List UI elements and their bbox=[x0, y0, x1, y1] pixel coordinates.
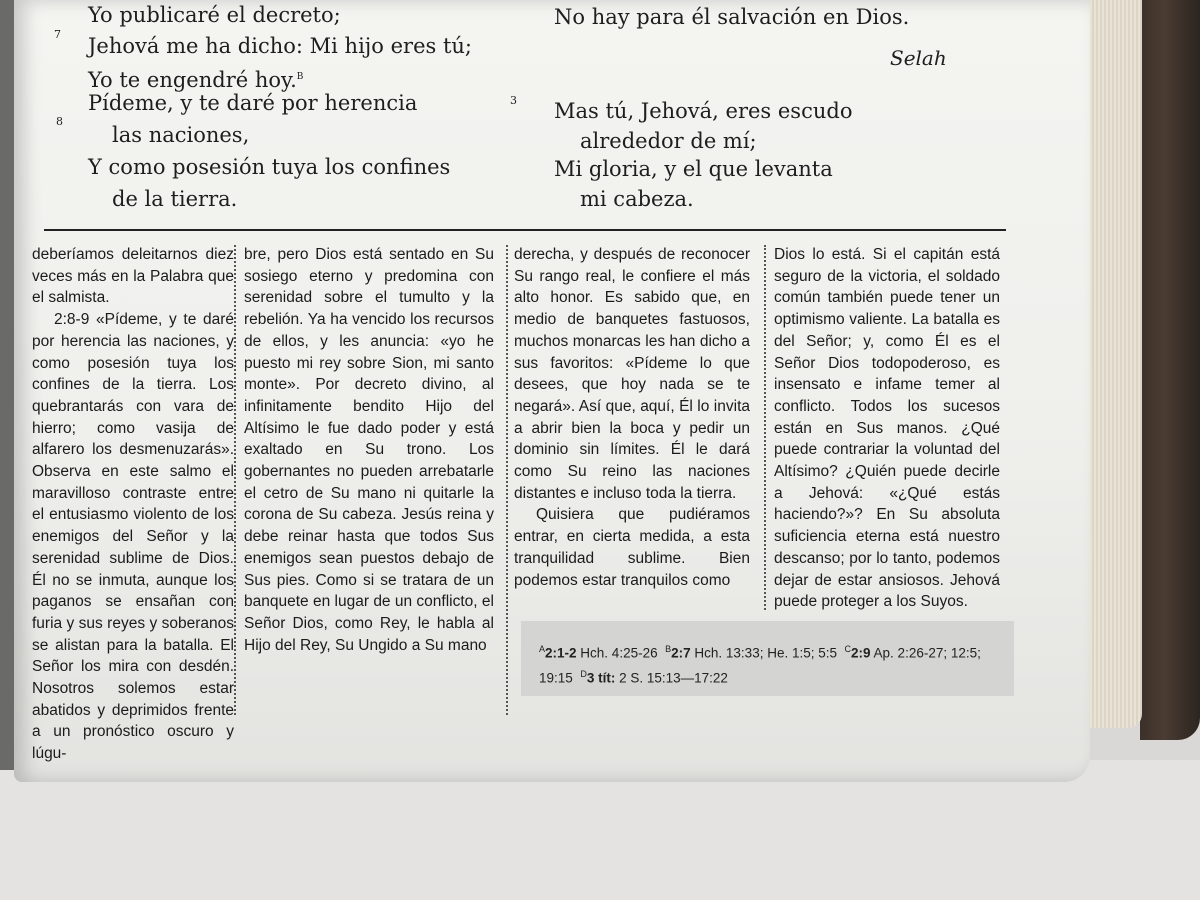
verse-8-line-2: las naciones, bbox=[112, 123, 250, 147]
verse-3-line-4: mi cabeza. bbox=[580, 187, 694, 211]
commentary-paragraph: Dios lo está. Si el capitán está seguro de la victoria, el soldado común también puede tener un optimismo valiente. La batalla es del Señor; y, como Él es el Señor Dios todopoderoso, es insensato e infame temer al conflicto. Todos los sucesos están en Sus manos. ¿Qué puede contrariar la voluntad del Altísimo? ¿Quién puede decirle a Jehová: «¿Qué estás haciendo?»? En Su absoluta suficiencia eterna está nuestro descanso; por lo tanto, podemos dejar de estar ansiosos. Jehová puede proteger a los Suyos. bbox=[774, 246, 1000, 611]
ref-text: Hch. 4:25-26 bbox=[580, 645, 658, 661]
ref-text: 2 S. 15:13—17:22 bbox=[619, 670, 728, 685]
column-separator bbox=[234, 245, 236, 715]
verse-7-line-2: Jehová me ha dicho: Mi hijo eres tú; bbox=[88, 34, 472, 58]
verse-8-line-4: de la tierra. bbox=[112, 187, 238, 211]
ref-verse: 2:7 bbox=[671, 645, 691, 661]
commentary-paragraph: bre, pero Dios está sentado en Su sosiego eterno y predomina con serenidad sobre el tumulto y la rebelión. Ya ha vencido los recursos de ellos, y les anuncia: «yo he puesto mi rey sobre Sion, mi santo monte». Por decreto divino, al infinitamente bendito Hijo del Altísimo le fue dado poder y está exaltado en Su trono. Los gobernantes no pueden arrebatarle el cetro de Su mano ni quitarle la corona de Su cabeza. Jesús reina y debe reinar hasta que todos Sus enemigos sean puestos debajo de Sus pies. Como si se tratara de un banquete en lugar de un conflicto, el Señor Dios, como Rey, le habla al Hijo del Rey, Su Ungido a Su mano bbox=[244, 246, 494, 654]
verse-number-7: 7 bbox=[54, 28, 61, 41]
ref-text: Hch. 13:33; He. 1:5; 5:5 bbox=[694, 645, 837, 661]
verse-3-line-1: Mas tú, Jehová, eres escudo bbox=[554, 99, 853, 123]
ref-verse: 2:9 bbox=[851, 645, 871, 661]
verse-3-line-3: Mi gloria, y el que levanta bbox=[554, 157, 833, 181]
commentary-column-4 bbox=[774, 244, 1000, 613]
footnote-mark-b: B bbox=[296, 72, 304, 82]
ref-mark: A bbox=[539, 644, 546, 654]
commentary-paragraph: deberíamos deleitarnos diez veces más en la Palabra que el salmista. bbox=[32, 246, 234, 307]
selah: Selah bbox=[890, 46, 947, 70]
verse-7-line-1: Yo publicaré el decreto; bbox=[88, 3, 341, 27]
verse-number-3: 3 bbox=[510, 94, 517, 107]
psalm3-line-top: No hay para él salvación en Dios. bbox=[554, 5, 910, 29]
ref-verse: 2:1-2 bbox=[545, 645, 577, 661]
commentary-column-2 bbox=[244, 244, 494, 656]
page-edges bbox=[1090, 0, 1142, 728]
column-separator bbox=[506, 245, 508, 715]
commentary-paragraph: 2:8-9 «Pídeme, y te daré por herencia las naciones, y como posesión tuya los confines de la tierra. Los quebrantarás con vara de hierro; como vasija de alfarero los desmenuzarás». Observa en este salmo el maravilloso contraste entre el entusiasmo violento de los enemigos del Señor y la serenidad sublime de Dios. Él no se inmuta, aunque los paganos se ensañan con furia y sus reyes y soberanos se alistan para la batalla. El Señor los mira con desdén. Nosotros solemos estar abatidos y deprimidos frente a un pronóstico oscuro y lúgu- bbox=[32, 311, 234, 763]
ref-verse: 3 tít: bbox=[586, 670, 616, 685]
verse-number-8: 8 bbox=[56, 115, 63, 128]
verse-7-line-3: Yo te engendré hoy.$^B$ bbox=[88, 68, 304, 92]
ref-mark: D bbox=[580, 668, 587, 679]
section-divider bbox=[44, 229, 1006, 231]
ref-mark: B bbox=[665, 644, 672, 654]
book-cover bbox=[1140, 0, 1200, 740]
verse-8-line-1: Pídeme, y te daré por herencia bbox=[88, 91, 418, 115]
commentary-column-1 bbox=[32, 244, 234, 765]
cross-references bbox=[521, 621, 1014, 696]
column-separator bbox=[764, 245, 766, 610]
commentary-paragraph: derecha, y después de reconocer Su rango real, le confiere el más alto honor. Es sabido que, en medio de banquetes fastuosos, muchos monarcas les han dicho a sus favoritos: «Pídeme lo que desees, que hoy nada se te negará». Así que, aquí, Él lo invita a abrir bien la boca y pedir un dominio sin límites. Él le dará como Su reino las naciones distantes e incluso toda la tierra. bbox=[514, 246, 750, 502]
commentary-column-3 bbox=[514, 244, 750, 591]
commentary-paragraph: Quisiera que pudiéramos entrar, en cierta medida, a esta tranquilidad sublime. Bien podemos estar tranquilos como bbox=[514, 506, 750, 589]
ref-text: Ap. 2:26-27; 12:5; 19:15 bbox=[539, 645, 981, 685]
verse-8-line-3: Y como posesión tuya los confines bbox=[88, 155, 451, 179]
ref-mark: C bbox=[844, 644, 852, 654]
verse-3-line-2: alrededor de mí; bbox=[580, 129, 757, 153]
